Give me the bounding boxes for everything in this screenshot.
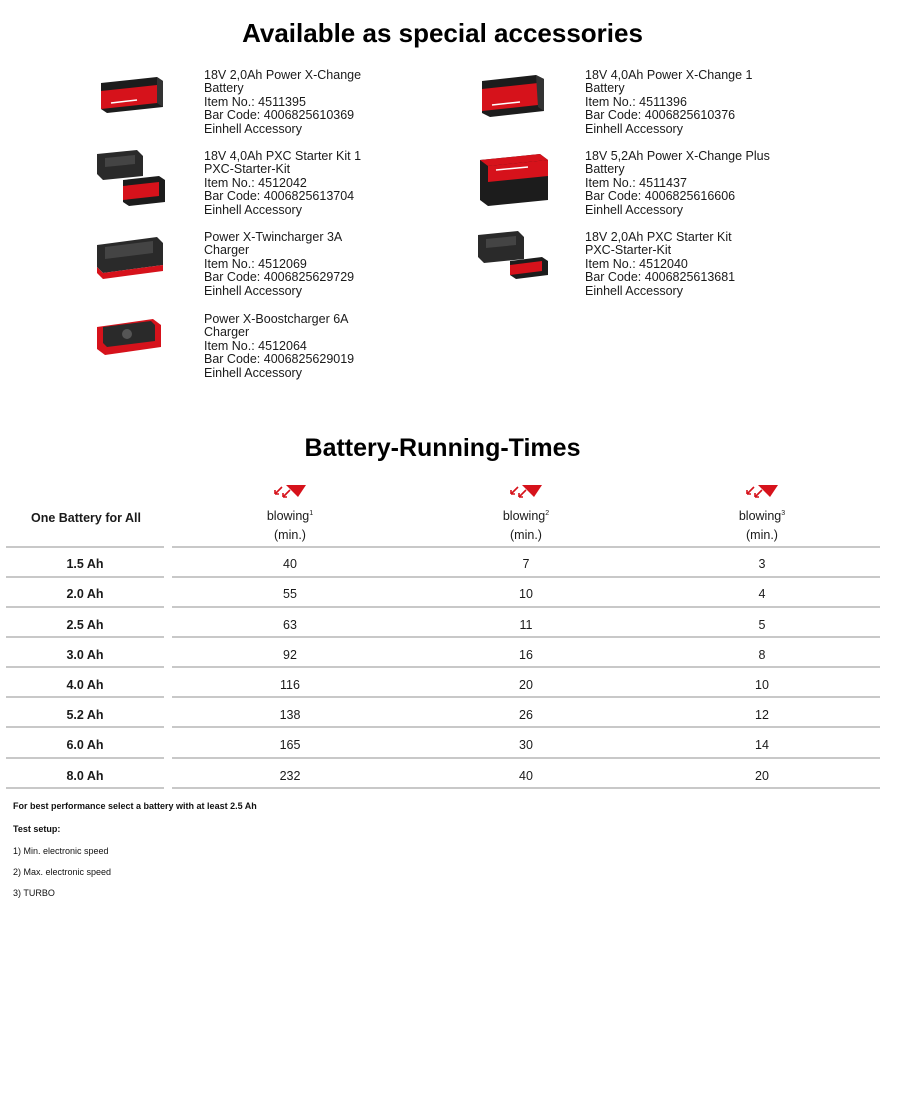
charger-image	[97, 231, 177, 291]
runtime-cell: 138	[279, 708, 301, 722]
blower-icon	[744, 482, 780, 502]
battery-image	[478, 69, 558, 129]
column-header	[170, 482, 410, 545]
row-divider	[172, 787, 880, 789]
column-footnote: 1	[309, 510, 314, 517]
runtime-cell: 26	[519, 708, 533, 722]
accessory-item	[97, 231, 397, 309]
accessory-brand: Einhell Accessory	[204, 121, 302, 136]
battery-capacity: 1.5 Ah	[66, 557, 104, 571]
accessory-type: Battery	[585, 162, 625, 177]
row-divider	[6, 787, 164, 789]
accessory-brand: Einhell Accessory	[585, 202, 683, 217]
column-unit: (min.)	[510, 528, 542, 543]
runtime-cell: 20	[519, 678, 533, 692]
accessory-barcode: Bar Code: 4006825610369	[204, 108, 355, 123]
row-divider	[172, 636, 880, 638]
accessory-barcode: Bar Code: 4006825613704	[204, 189, 355, 204]
row-divider	[172, 726, 880, 728]
runtime-cell: 12	[755, 708, 769, 722]
runtime-cell: 5	[758, 618, 766, 632]
runtime-cell: 16	[519, 648, 533, 662]
test-setup-item: 3) TURBO	[13, 888, 55, 898]
runtime-cell: 40	[283, 557, 297, 571]
accessory-brand: Einhell Accessory	[204, 202, 302, 217]
column-header	[406, 482, 646, 545]
accessory-name: 18V 2,0Ah Power X-Change	[204, 68, 362, 82]
accessory-type: Battery	[585, 81, 625, 96]
test-setup-heading: Test setup:	[13, 824, 61, 834]
accessory-type: Charger	[204, 243, 250, 258]
runtime-cell: 30	[519, 738, 533, 752]
runtime-cell: 92	[283, 648, 297, 662]
accessory-name: Power X-Boostcharger 6A	[204, 312, 349, 326]
accessory-item	[478, 69, 778, 147]
runtime-cell: 20	[755, 769, 769, 783]
accessory-type: PXC-Starter-Kit	[204, 162, 291, 177]
column-label: blowing	[502, 509, 546, 524]
accessory-brand: Einhell Accessory	[204, 365, 302, 380]
row-divider	[172, 666, 880, 668]
row-divider	[172, 757, 880, 759]
accessory-name: 18V 4,0Ah Power X-Change 1	[585, 68, 753, 82]
battery-capacity: 3.0 Ah	[66, 648, 104, 662]
accessory-item	[97, 69, 397, 147]
blower-icon	[508, 482, 544, 502]
accessory-barcode: Bar Code: 4006825610376	[585, 108, 736, 123]
column-unit: (min.)	[274, 528, 306, 543]
test-setup-item: 1) Min. electronic speed	[13, 846, 109, 856]
accessory-brand: Einhell Accessory	[585, 121, 683, 136]
column-label: blowing	[266, 509, 310, 524]
accessory-item-no: Item No.: 4511437	[585, 175, 687, 190]
battery-capacity: 2.0 Ah	[66, 587, 104, 601]
accessory-item-no: Item No.: 4512069	[204, 256, 307, 271]
row-divider	[6, 696, 164, 698]
runtime-cell: 11	[519, 618, 533, 632]
table-row	[0, 579, 900, 609]
accessory-item-no: Item No.: 4512040	[585, 256, 688, 271]
runtime-cell: 116	[280, 678, 300, 692]
accessory-name: Power X-Twincharger 3A	[204, 230, 343, 244]
accessory-item	[97, 150, 397, 228]
accessory-item	[97, 313, 397, 391]
runtime-cell: 55	[283, 587, 297, 601]
accessory-name: 18V 5,2Ah Power X-Change Plus	[585, 149, 770, 163]
accessory-type: PXC-Starter-Kit	[585, 243, 672, 258]
accessory-brand: Einhell Accessory	[204, 283, 302, 298]
accessory-item-no: Item No.: 4511396	[585, 94, 687, 109]
test-setup-item: 2) Max. electronic speed	[13, 867, 112, 877]
charger-image	[97, 313, 177, 373]
runtime-cell: 8	[758, 648, 766, 662]
column-unit: (min.)	[746, 528, 778, 543]
battery-capacity: 5.2 Ah	[66, 708, 104, 722]
runtime-cell: 3	[758, 557, 766, 571]
runtime-cell: 7	[522, 557, 530, 571]
accessory-type: Charger	[204, 325, 250, 340]
accessory-name: 18V 2,0Ah PXC Starter Kit	[585, 230, 732, 244]
column-footnote: 2	[545, 510, 550, 517]
row-divider	[6, 606, 164, 608]
accessory-barcode: Bar Code: 4006825613681	[585, 270, 736, 285]
accessory-barcode: Bar Code: 4006825629019	[204, 352, 355, 367]
row-divider	[172, 546, 880, 548]
row-divider	[6, 546, 164, 548]
table-row	[0, 549, 900, 579]
row-divider	[6, 726, 164, 728]
battery-image	[478, 150, 558, 210]
starter-kit-image	[97, 150, 177, 210]
battery-capacity: 6.0 Ah	[66, 738, 104, 752]
battery-capacity: 8.0 Ah	[66, 769, 104, 783]
accessory-type: Battery	[204, 81, 244, 96]
accessories-title: Available as special accessories	[242, 18, 643, 48]
running-times-title: Battery-Running-Times	[304, 434, 581, 462]
accessory-item-no: Item No.: 4512042	[204, 175, 307, 190]
accessory-barcode: Bar Code: 4006825629729	[204, 270, 355, 285]
accessory-name: 18V 4,0Ah PXC Starter Kit 1	[204, 149, 362, 163]
row-divider	[6, 666, 164, 668]
runtime-cell: 40	[519, 769, 533, 783]
battery-capacity: 4.0 Ah	[66, 678, 104, 692]
accessory-barcode: Bar Code: 4006825616606	[585, 189, 736, 204]
accessory-item	[478, 231, 778, 309]
runtime-cell: 4	[758, 587, 766, 601]
accessory-item	[478, 150, 778, 228]
table-row	[0, 730, 900, 760]
runtime-cell: 14	[755, 738, 769, 752]
row-divider	[6, 576, 164, 578]
battery-image	[97, 69, 177, 129]
accessory-item-no: Item No.: 4511395	[204, 94, 306, 109]
blower-icon	[272, 482, 308, 502]
runtime-cell: 232	[279, 769, 301, 783]
row-divider	[172, 576, 880, 578]
runtime-cell: 10	[519, 587, 533, 601]
accessory-brand: Einhell Accessory	[585, 283, 683, 298]
runtime-cell: 165	[279, 738, 301, 752]
battery-capacity: 2.5 Ah	[66, 618, 104, 632]
column-footnote: 3	[781, 510, 786, 517]
performance-note: For best performance select a battery with at least 2.5 Ah	[13, 801, 257, 811]
column-header	[642, 482, 882, 545]
column-label: blowing	[738, 509, 782, 524]
row-divider	[172, 606, 880, 608]
starter-kit-image	[478, 231, 558, 291]
runtime-cell: 10	[755, 678, 769, 692]
row-divider	[172, 696, 880, 698]
row-header-label: One Battery for All	[31, 511, 141, 525]
row-divider	[6, 636, 164, 638]
accessory-item-no: Item No.: 4512064	[204, 338, 307, 353]
runtime-cell: 63	[283, 618, 297, 632]
row-divider	[6, 757, 164, 759]
